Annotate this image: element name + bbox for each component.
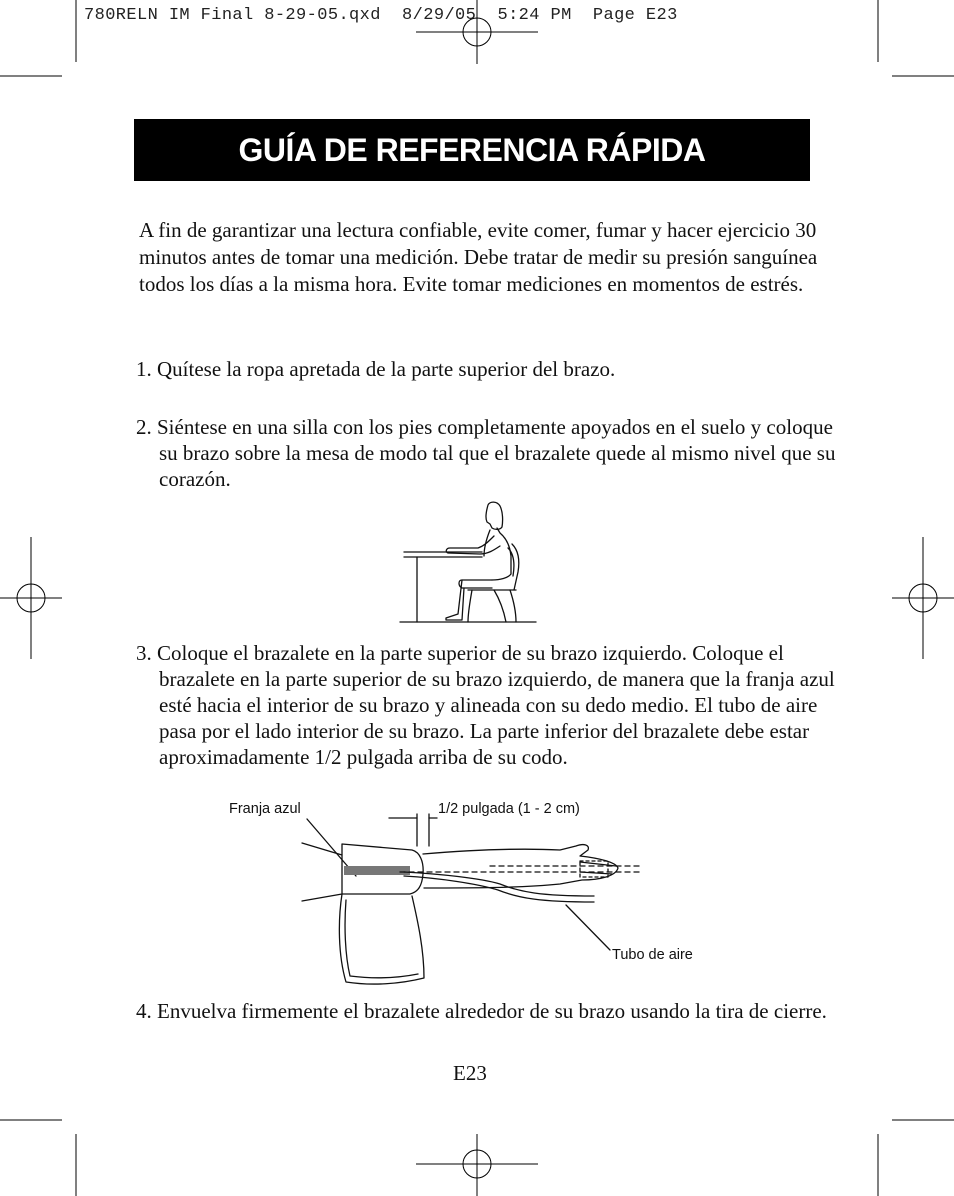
page-number: E23 [453,1061,487,1085]
step-1: 1. Quítese la ropa apretada de la parte superior del brazo. [136,357,616,381]
print-slug-line: 780RELN IM Final 8-29-05.qxd 8/29/05 5:24 PM Page E23 [84,6,678,25]
step-4: 4. Envuelva firmemente el brazalete alrededor de su brazo usando la tira de cierre. [136,999,827,1023]
step-3: 3. Coloque el brazalete en la parte superior de su brazo izquierdo. Coloque el brazalete en la parte superior de su brazo izquierdo, de manera que la franja azul esté hacia el interior de su brazo y alineada con su dedo medio. El tubo de aire pasa por el lado interior de su brazo. La parte inferior del brazalete debe estar aproximadamente 1/2 pulgada arriba de su codo. [136,641,835,769]
step-2: 2. Siéntese en una silla con los pies completamente apoyados en el suelo y coloque su brazo sobre la mesa de modo tal que el brazalete quede al mismo nivel que su corazón. [136,415,836,491]
page-title: GUÍA DE REFERENCIA RÁPIDA [238,131,706,168]
label-blue-stripe: Franja azul [229,801,301,817]
intro-paragraph: A fin de garantizar una lectura confiable, evite comer, fumar y hacer ejercicio 30 minutos antes de tomar una medición. Debe tratar de medir su presión sanguínea todos los días a la misma hora. Evite tomar mediciones en momentos de estrés. [139,218,818,296]
label-air-tube: Tubo de aire [612,947,693,963]
label-half-inch: 1/2 pulgada (1 - 2 cm) [438,801,580,817]
